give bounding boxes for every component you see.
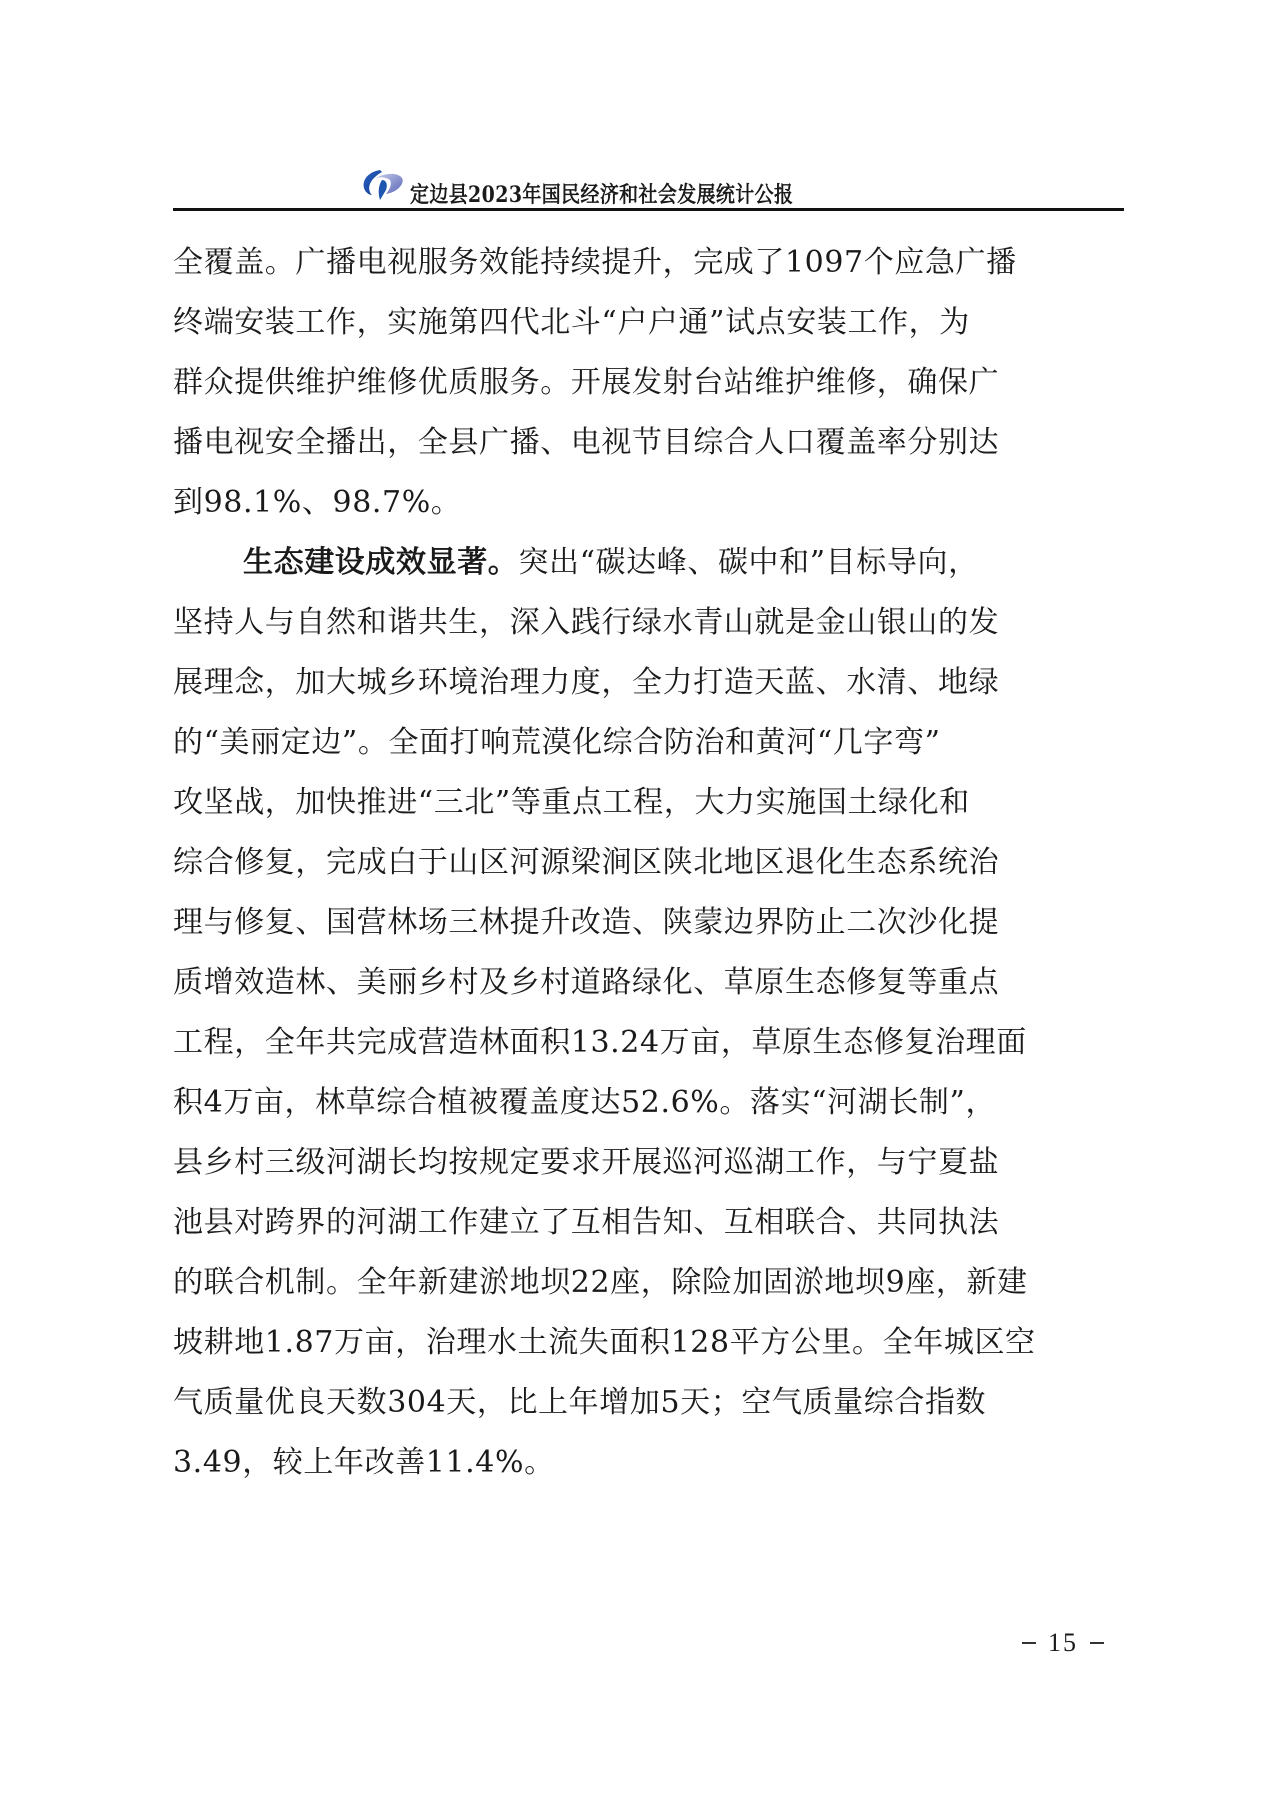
dash-left bbox=[1022, 1642, 1036, 1644]
page-number bbox=[1010, 1628, 1116, 1658]
dash-right bbox=[1090, 1642, 1104, 1644]
text-line: 质增效造林、美丽乡村及乡村道路绿化、草原生态修复等重点 bbox=[173, 965, 1000, 1000]
text-line: 终端安装工作，实施第四代北斗“户户通”试点安装工作，为 bbox=[173, 305, 970, 340]
document-body bbox=[173, 236, 1128, 1496]
text-line: 播电视安全播出，全县广播、电视节目综合人口覆盖率分别达 bbox=[173, 425, 1000, 460]
text-line: 坡耕地1.87万亩，治理水土流失面积128平方公里。全年城区空 bbox=[173, 1325, 1036, 1360]
text-line: 池县对跨界的河湖工作建立了互相告知、互相联合、共同执法 bbox=[173, 1205, 1000, 1240]
paragraph-first-line bbox=[173, 536, 1128, 596]
text-line: 坚持人与自然和谐共生，深入践行绿水青山就是金山银山的发 bbox=[173, 605, 1000, 640]
text-line: 气质量优良天数304天，比上年增加5天；空气质量综合指数 bbox=[173, 1385, 987, 1420]
page-header bbox=[173, 160, 1124, 212]
text-line: 3.49，较上年改善11.4%。 bbox=[173, 1445, 555, 1480]
text-line: 的联合机制。全年新建淤地坝22座，除险加固淤地坝9座，新建 bbox=[173, 1265, 1028, 1300]
text-line: 攻坚战，加快推进“三北”等重点工程，大力实施国土绿化和 bbox=[173, 785, 970, 820]
section-heading: 生态建设成效显著。 bbox=[243, 545, 519, 580]
text-line: 展理念，加大城乡环境治理力度，全力打造天蓝、水清、地绿 bbox=[173, 665, 1000, 700]
text-line: 群众提供维护维修优质服务。开展发射台站维护维修，确保广 bbox=[173, 365, 1000, 400]
text-line: 县乡村三级河湖长均按规定要求开展巡河巡湖工作，与宁夏盐 bbox=[173, 1145, 1000, 1180]
statistics-logo-icon bbox=[360, 164, 408, 204]
header-divider bbox=[173, 208, 1124, 211]
text-line: 综合修复，完成白于山区河源梁涧区陕北地区退化生态系统治 bbox=[173, 845, 1000, 880]
text-line: 的“美丽定边”。全面打响荒漠化综合防治和黄河“几字弯” bbox=[173, 725, 941, 760]
text-line: 到98.1%、98.7%。 bbox=[173, 485, 462, 520]
report-title: 定边县2023年国民经济和社会发展统计公报 bbox=[410, 182, 794, 208]
text-line: 工程，全年共完成营造林面积13.24万亩，草原生态修复治理面 bbox=[173, 1025, 1027, 1060]
header-inner bbox=[360, 162, 856, 208]
text-line: 理与修复、国营林场三林提升改造、陕蒙边界防止二次沙化提 bbox=[173, 905, 1000, 940]
text-line: 积4万亩，林草综合植被覆盖度达52.6%。落实“河湖长制”， bbox=[173, 1085, 997, 1120]
text-line: 全覆盖。广播电视服务效能持续提升，完成了1097个应急广播 bbox=[173, 245, 1017, 280]
page-number-value: 15 bbox=[1048, 1628, 1078, 1657]
text-span: 突出“碳达峰、碳中和”目标导向， bbox=[518, 545, 979, 580]
